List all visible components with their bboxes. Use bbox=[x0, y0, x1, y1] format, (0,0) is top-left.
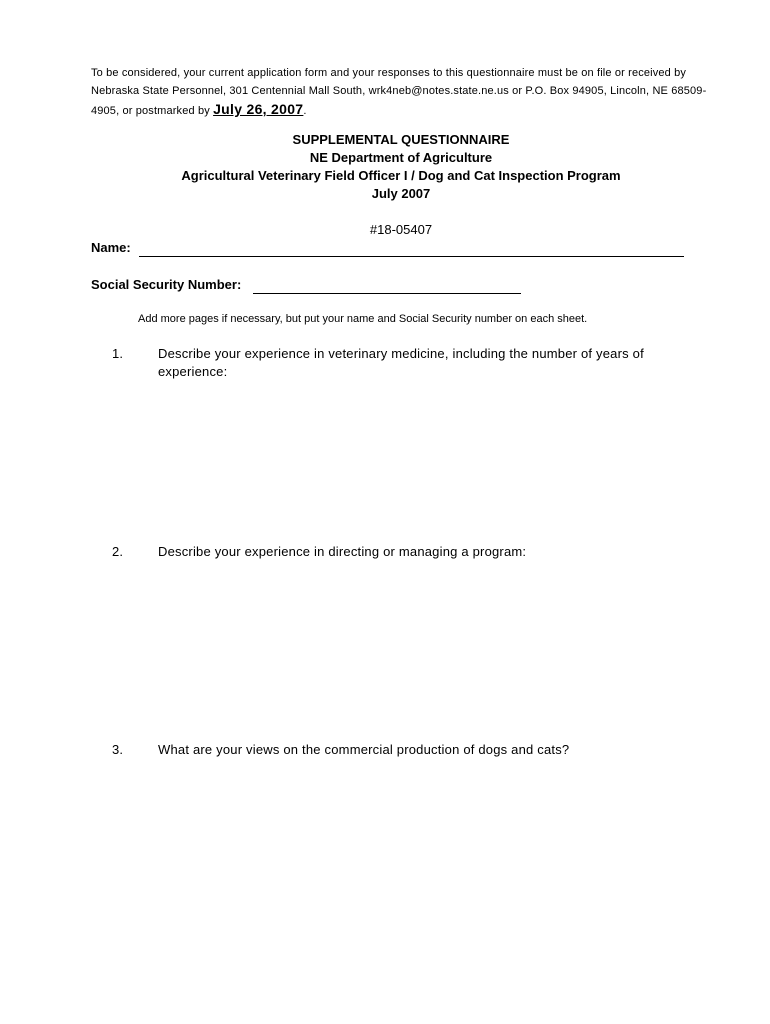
position-title: Agricultural Veterinary Field Officer I / Dog and Cat Inspection Program bbox=[181, 168, 621, 183]
question-3 bbox=[112, 741, 712, 759]
ssn-label: Social Security Number: bbox=[91, 277, 242, 292]
name-label: Name: bbox=[91, 240, 131, 255]
intro-text: To be considered, your current application form and your responses to this questionnaire must be on file or received by Nebraska State Personnel, 301 Centennial Mall South, wrk4neb@notes.state.ne.us or P.O. Box 94905, Lincoln, NE 68509-4905, or postmarked by bbox=[91, 67, 707, 117]
document-date: July 2007 bbox=[371, 186, 431, 201]
question-1 bbox=[112, 345, 712, 381]
intro-end: . bbox=[303, 105, 307, 117]
ssn-field bbox=[91, 276, 521, 294]
job-number: #18-05407 bbox=[369, 222, 433, 237]
question-number: 3. bbox=[112, 742, 124, 757]
question-number: 1. bbox=[112, 346, 124, 361]
name-field bbox=[91, 239, 684, 257]
question-2 bbox=[112, 543, 712, 561]
question-text: What are your views on the commercial production of dogs and cats? bbox=[158, 742, 570, 757]
instructions-note: Add more pages if necessary, but put your name and Social Security number on each sheet. bbox=[138, 313, 588, 325]
intro-paragraph bbox=[91, 64, 711, 120]
department-name: NE Department of Agriculture bbox=[309, 150, 493, 165]
ssn-input-line[interactable] bbox=[253, 279, 521, 294]
question-text: Describe your experience in veterinary medicine, including the number of years of experience: bbox=[158, 346, 644, 379]
deadline-date: July 26, 2007 bbox=[213, 101, 304, 117]
name-input-line[interactable] bbox=[139, 242, 684, 257]
document-title: SUPPLEMENTAL QUESTIONNAIRE bbox=[292, 132, 510, 147]
question-number: 2. bbox=[112, 544, 124, 559]
question-text: Describe your experience in directing or managing a program: bbox=[158, 544, 527, 559]
